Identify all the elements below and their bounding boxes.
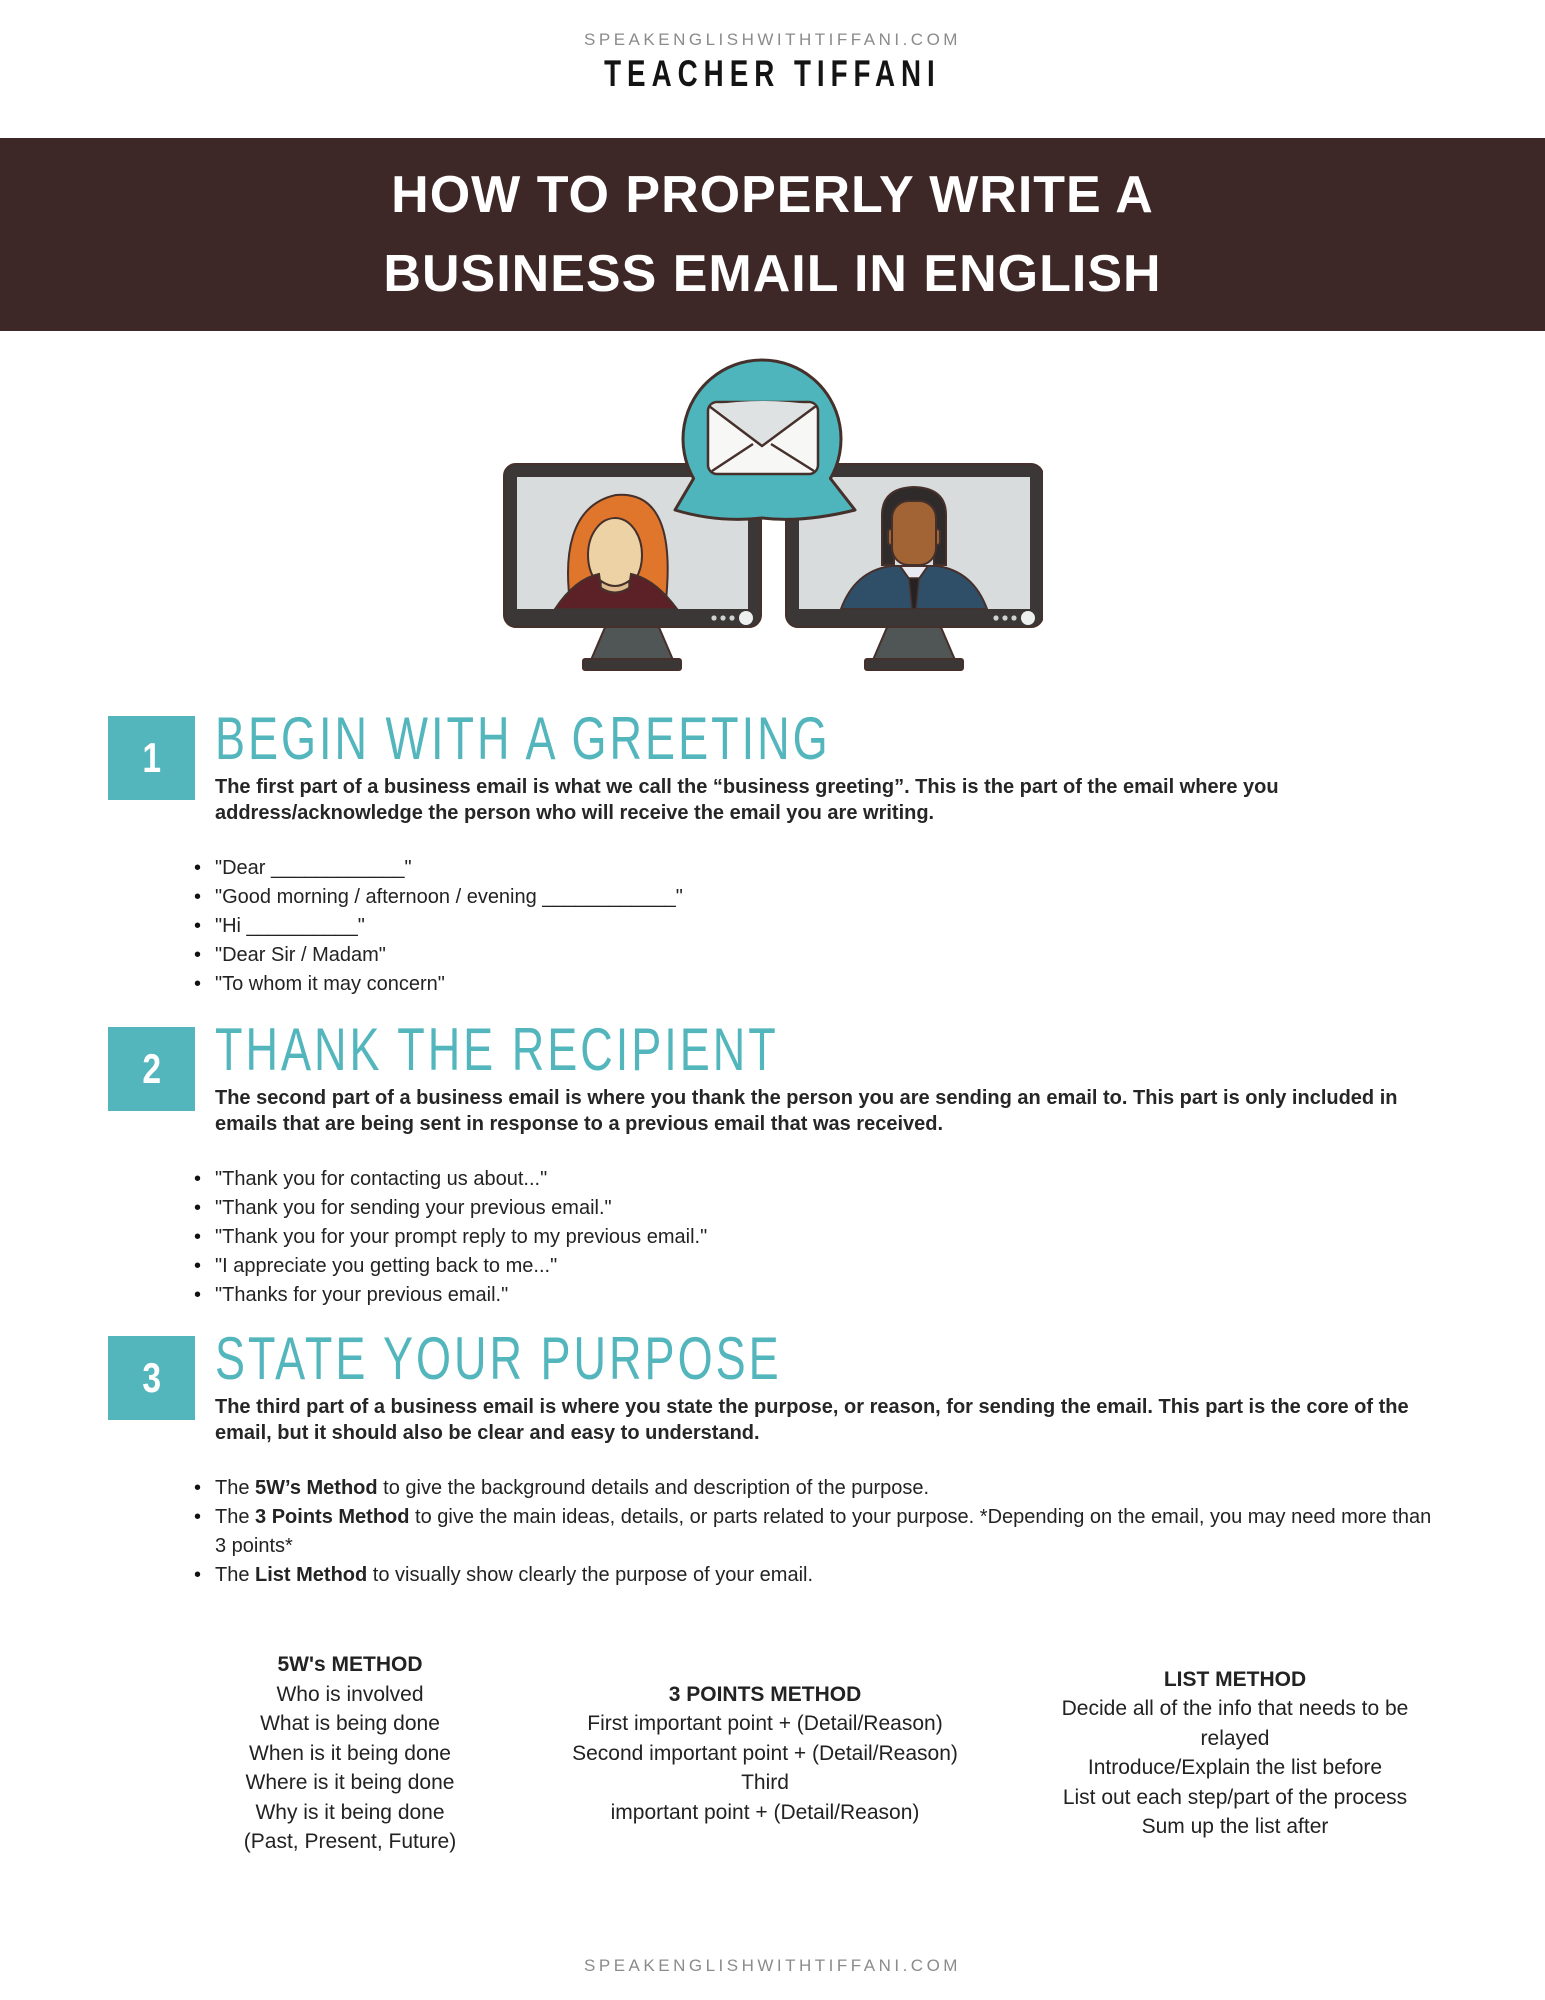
list-item: • "Thanks for your previous email." bbox=[215, 1281, 1435, 1310]
method-line: First important point + (Detail/Reason) bbox=[587, 1712, 943, 1735]
method-column-list bbox=[1030, 1665, 1440, 1842]
method-line: Decide all of the info that needs to be relayed bbox=[1061, 1697, 1409, 1750]
site-url-text: SPEAKENGLISHWITHTIFFANI.COM bbox=[584, 30, 961, 49]
methods-summary-row bbox=[0, 1650, 1545, 1857]
section-title: THANK THE RECIPIENT bbox=[215, 1016, 779, 1083]
method-line: List out each step/part of the process bbox=[1062, 1785, 1408, 1809]
list-item: • The 3 Points Method to give the main ideas, details, or parts related to your purpose. *Depending on the email, you may need more than 3 points* bbox=[215, 1503, 1435, 1561]
section-title: BEGIN WITH A GREETING bbox=[215, 705, 831, 772]
envelope-icon bbox=[708, 401, 818, 474]
method-line: What is being done bbox=[260, 1712, 440, 1735]
method-title: LIST METHOD bbox=[1163, 1667, 1307, 1691]
method-line: When is it being done bbox=[249, 1741, 451, 1765]
list-item: • "Hi __________" bbox=[215, 912, 1435, 941]
method-line: important point + (Detail/Reason) bbox=[610, 1800, 920, 1824]
method-line: (Past, Present, Future) bbox=[243, 1830, 457, 1853]
list-item: • "Thank you for your prompt reply to my previous email." bbox=[215, 1223, 1435, 1252]
list-item: • "Good morning / afternoon / evening ____________" bbox=[215, 883, 1435, 912]
banner-title-line2: BUSINESS EMAIL IN ENGLISH bbox=[383, 244, 1162, 303]
method-line: Why is it being done bbox=[255, 1800, 445, 1824]
greeting-examples-list bbox=[215, 854, 1435, 999]
list-item: • "Thank you for contacting us about..." bbox=[215, 1165, 1435, 1194]
list-item: • "To whom it may concern" bbox=[215, 970, 1435, 999]
list-item: • "Dear Sir / Madam" bbox=[215, 941, 1435, 970]
step-number-badge: 3 bbox=[108, 1336, 195, 1420]
method-line: Sum up the list after bbox=[1141, 1815, 1329, 1839]
section-thank-the-recipient bbox=[108, 1016, 1435, 1310]
list-item: • "Dear ____________" bbox=[215, 854, 1435, 883]
list-item: • "Thank you for sending your previous email." bbox=[215, 1194, 1435, 1223]
page-header bbox=[0, 0, 1545, 94]
method-line: Who is involved bbox=[276, 1682, 424, 1706]
section-title: STATE YOUR PURPOSE bbox=[215, 1325, 782, 1392]
illustration-graphic bbox=[503, 357, 1043, 672]
list-item: • The List Method to visually show clearly the purpose of your email. bbox=[215, 1561, 1435, 1590]
list-item: • The 5W’s Method to give the background details and description of the purpose. bbox=[215, 1474, 1435, 1503]
video-call-illustration bbox=[0, 357, 1545, 672]
section-state-your-purpose bbox=[108, 1325, 1435, 1590]
title-banner bbox=[0, 138, 1545, 331]
method-line: Introduce/Explain the list before bbox=[1087, 1756, 1383, 1780]
purpose-methods-list bbox=[215, 1474, 1435, 1590]
method-column-5w bbox=[210, 1650, 490, 1857]
method-line: Second important point + (Detail/Reason) Third bbox=[572, 1741, 958, 1794]
page-footer bbox=[0, 1956, 1545, 1976]
method-column-3points bbox=[550, 1680, 980, 1828]
list-item: • "I appreciate you getting back to me..." bbox=[215, 1252, 1435, 1281]
banner-title-line1: HOW TO PROPERLY WRITE A bbox=[391, 165, 1154, 224]
method-title: 5W's METHOD bbox=[277, 1653, 423, 1676]
brand-title: TEACHER TIFFANI bbox=[604, 53, 941, 94]
section-begin-with-a-greeting bbox=[108, 705, 1435, 999]
email-speech-bubble-icon bbox=[675, 360, 855, 519]
method-title: 3 POINTS METHOD bbox=[668, 1682, 862, 1706]
step-number-badge: 1 bbox=[108, 716, 195, 800]
method-line: Where is it being done bbox=[245, 1771, 455, 1794]
section-description: The second part of a business email is where you thank the person you are sending an email to. This part is only included in emails that are being sent in response to a previous email that was received. bbox=[215, 1087, 1398, 1135]
section-description: The third part of a business email is where you state the purpose, or reason, for sending the email. This part is the core of the email, but it should also be clear and easy to understand. bbox=[215, 1396, 1409, 1444]
section-description: The first part of a business email is what we call the “business greeting”. This is the part of the email where you address/acknowledge the person who will receive the email you are writing. bbox=[215, 776, 1279, 824]
step-number-badge: 2 bbox=[108, 1027, 195, 1111]
footer-site-url-text: SPEAKENGLISHWITHTIFFANI.COM bbox=[584, 1956, 961, 1975]
thank-you-examples-list bbox=[215, 1165, 1435, 1310]
